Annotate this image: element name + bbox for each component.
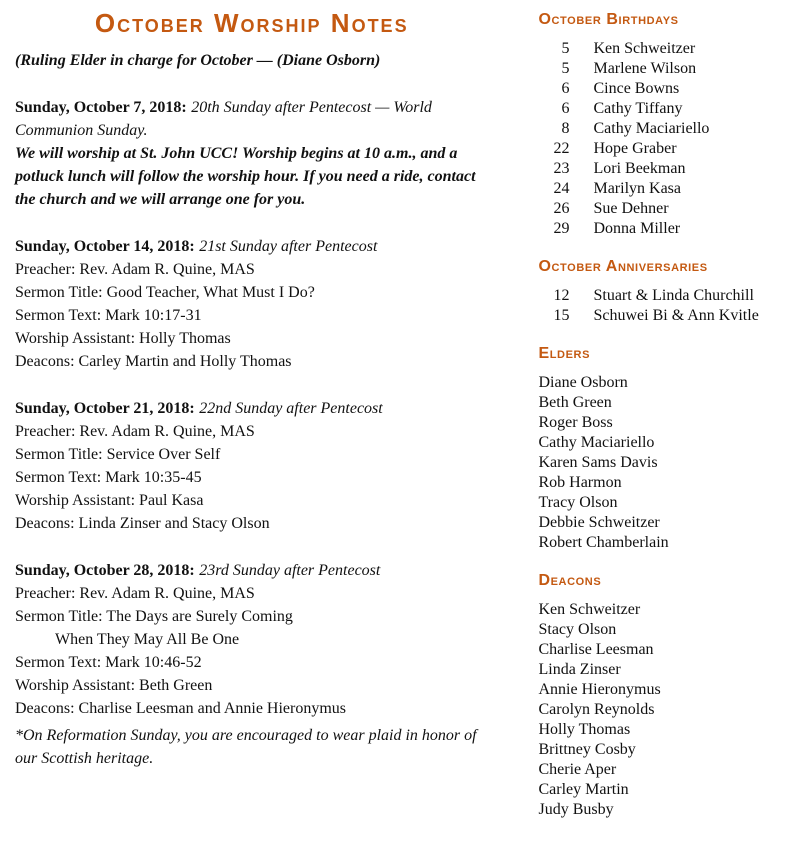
deacon-name: Brittney Cosby <box>538 741 636 758</box>
deacon-name: Judy Busby <box>538 801 614 818</box>
deacon-name: Ken Schweitzer <box>538 601 641 618</box>
elder-name: Robert Chamberlain <box>538 534 669 551</box>
birthday-name: Cathy Maciariello <box>593 120 710 137</box>
birthday-name: Ken Schweitzer <box>593 40 696 57</box>
birthday-name: Cince Bowns <box>593 80 680 97</box>
service-occasion: 20th Sunday after Pentecost — World Communion Sunday. <box>15 99 432 139</box>
deacon-name: Carolyn Reynolds <box>538 701 655 718</box>
birthday-name: Marilyn Kasa <box>593 180 681 197</box>
service-detail-sermon-title: Sermon Title: Service Over Self <box>15 446 221 463</box>
birthday-row <box>538 179 790 199</box>
worship-notes-column <box>15 6 508 820</box>
deacon-name: Cherie Aper <box>538 761 617 778</box>
service-detail-sermon-text: Sermon Text: Mark 10:17-31 <box>15 307 202 324</box>
birthday-name: Hope Graber <box>593 140 677 157</box>
birthday-row <box>538 59 790 79</box>
birthday-day: 22 <box>553 140 570 157</box>
elder-name: Rob Harmon <box>538 474 622 491</box>
birthday-name: Sue Dehner <box>593 200 669 217</box>
birthday-row <box>538 99 790 119</box>
ruling-elder-note: (Ruling Elder in charge for October — (Diane Osborn) <box>15 52 381 69</box>
anniversaries-heading: October Anniversaries <box>538 258 708 275</box>
service-detail-worship-assistant: Worship Assistant: Paul Kasa <box>15 492 204 509</box>
deacon-name: Annie Hieronymus <box>538 681 661 698</box>
birthday-day: 24 <box>553 180 570 197</box>
deacon-name: Stacy Olson <box>538 621 617 638</box>
birthday-day: 6 <box>561 100 570 117</box>
service-heading <box>15 559 488 582</box>
birthday-day: 6 <box>561 80 570 97</box>
deacon-name: Charlise Leesman <box>538 641 654 658</box>
birthdays-heading: October Birthdays <box>538 11 679 28</box>
birthday-day: 23 <box>553 160 570 177</box>
service-detail-deacons: Deacons: Carley Martin and Holly Thomas <box>15 353 292 370</box>
birthday-row <box>538 39 790 59</box>
service-date: Sunday, October 14, 2018: <box>15 238 195 255</box>
service-date: Sunday, October 28, 2018: <box>15 562 195 579</box>
service-heading <box>15 96 488 142</box>
anniversary-day: 15 <box>553 307 570 324</box>
service-heading <box>15 397 488 420</box>
birthday-day: 5 <box>561 40 570 57</box>
birthday-row <box>538 139 790 159</box>
service-detail-worship-assistant: Worship Assistant: Holly Thomas <box>15 330 231 347</box>
birthday-row <box>538 79 790 99</box>
elder-name: Debbie Schweitzer <box>538 514 660 531</box>
elder-name: Tracy Olson <box>538 494 618 511</box>
service-detail-preacher: Preacher: Rev. Adam R. Quine, MAS <box>15 423 255 440</box>
service-occasion: 21st Sunday after Pentecost <box>199 238 378 255</box>
service-block-oct21 <box>15 397 488 535</box>
elders-heading: Elders <box>538 345 591 362</box>
service-detail-sermon-title: Sermon Title: The Days are Surely Coming <box>15 608 293 625</box>
service-block-oct14 <box>15 235 488 373</box>
service-announcement: We will worship at St. John UCC! Worship begins at 10 a.m., and a potluck lunch will follow the worship hour. If you need a ride, contact the church and we will arrange one for you. <box>15 145 476 208</box>
birthday-day: 5 <box>561 60 570 77</box>
elder-name: Beth Green <box>538 394 612 411</box>
birthday-row <box>538 199 790 219</box>
service-detail-preacher: Preacher: Rev. Adam R. Quine, MAS <box>15 585 255 602</box>
service-occasion: 22nd Sunday after Pentecost <box>199 400 383 417</box>
birthday-day: 29 <box>553 220 570 237</box>
service-heading <box>15 235 488 258</box>
deacon-name: Holly Thomas <box>538 721 631 738</box>
elder-name: Cathy Maciariello <box>538 434 655 451</box>
birthday-row <box>538 159 790 179</box>
elder-name: Roger Boss <box>538 414 613 431</box>
sidebar-lists-column <box>538 6 790 820</box>
service-occasion: 23rd Sunday after Pentecost <box>199 562 381 579</box>
service-date: Sunday, October 7, 2018: <box>15 99 187 116</box>
elder-name: Karen Sams Davis <box>538 454 658 471</box>
service-detail-preacher: Preacher: Rev. Adam R. Quine, MAS <box>15 261 255 278</box>
elder-name: Diane Osborn <box>538 374 628 391</box>
birthday-day: 8 <box>561 120 570 137</box>
anniversary-name: Stuart & Linda Churchill <box>593 287 754 304</box>
birthday-row <box>538 119 790 139</box>
service-detail-sermon-title-continued: When They May All Be One <box>55 631 240 648</box>
deacon-name: Carley Martin <box>538 781 629 798</box>
anniversary-row <box>538 286 790 306</box>
service-date: Sunday, October 21, 2018: <box>15 400 195 417</box>
anniversary-name: Schuwei Bi & Ann Kvitle <box>593 307 759 324</box>
service-detail-deacons: Deacons: Linda Zinser and Stacy Olson <box>15 515 270 532</box>
birthday-row <box>538 219 790 239</box>
birthday-name: Cathy Tiffany <box>593 100 683 117</box>
service-block-oct7 <box>15 96 488 211</box>
service-detail-sermon-title: Sermon Title: Good Teacher, What Must I Do? <box>15 284 315 301</box>
service-block-oct28 <box>15 559 488 720</box>
service-detail-worship-assistant: Worship Assistant: Beth Green <box>15 677 213 694</box>
birthday-day: 26 <box>553 200 570 217</box>
reformation-sunday-footnote: *On Reformation Sunday, you are encouraged to wear plaid in honor of our Scottish heritage. <box>15 727 477 767</box>
service-detail-deacons: Deacons: Charlise Leesman and Annie Hieronymus <box>15 700 347 717</box>
birthday-name: Marlene Wilson <box>593 60 697 77</box>
birthday-name: Lori Beekman <box>593 160 686 177</box>
deacon-name: Linda Zinser <box>538 661 621 678</box>
deacons-heading: Deacons <box>538 572 602 589</box>
service-detail-sermon-text: Sermon Text: Mark 10:46-52 <box>15 654 202 671</box>
page-title: October Worship Notes <box>94 8 409 38</box>
anniversary-row <box>538 306 790 326</box>
anniversary-day: 12 <box>553 287 570 304</box>
birthday-name: Donna Miller <box>593 220 681 237</box>
service-detail-sermon-text: Sermon Text: Mark 10:35-45 <box>15 469 202 486</box>
